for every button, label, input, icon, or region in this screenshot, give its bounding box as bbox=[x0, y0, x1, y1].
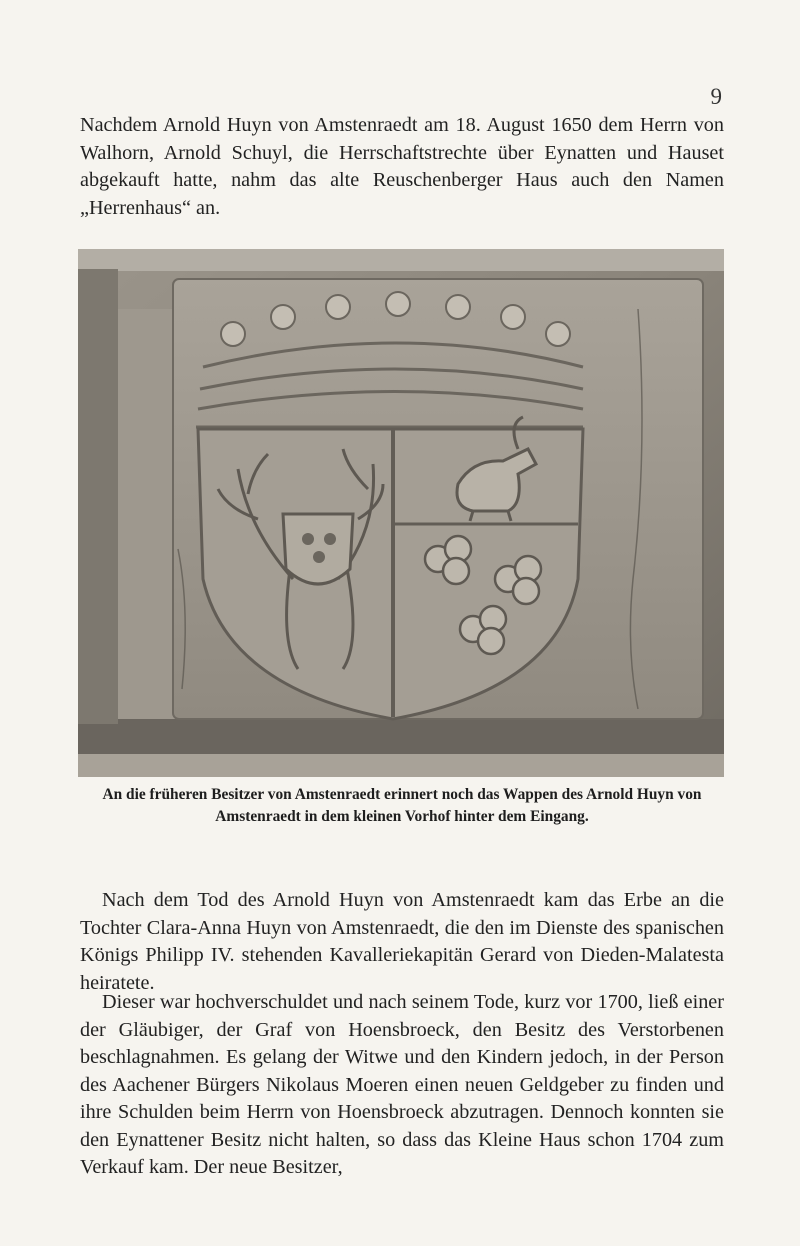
paragraph-herrenhaus: Nachdem Arnold Huyn von Amstenraedt am 18. August 1650 dem Herrn von Walhorn, Arnold Schuyl, die Herrschaftstrechte über Eynatten und Hauset abgekauft hatte, nahm das alte Reuschenberger Haus auch den Namen „Herrenhaus“ an. bbox=[80, 114, 724, 219]
figure-caption: An die früheren Besitzer von Amstenraedt erinnert noch das Wappen des Arnold Huyn von Amstenraedt in dem kleinen Vorhof hinter dem Eingang. bbox=[102, 786, 702, 825]
coat-of-arms-relief-image bbox=[78, 249, 724, 777]
coat-of-arms-photo bbox=[78, 249, 724, 777]
page-number: 9 bbox=[710, 84, 722, 109]
paragraph-verschuldung: Dieser war hochverschuldet und nach seinem Tode, kurz vor 1700, ließ einer der Gläubiger, der Graf von Hoensbroeck, den Besitz des Verstorbenen beschlagnahmen. Es gelang der Witwe und den Kindern jedoch, in der Person des Aachener Bürgers Nikolaus Moeren einen neuen Geldgeber zu finden und ihre Schulden beim Herrn von Hoensbroeck abzutragen. Dennoch konnten sie den Eynattener Besitz nicht halten, so dass das Kleine Haus schon 1704 zum Verkauf kam. Der neue Besitzer, bbox=[80, 991, 724, 1178]
paragraph-erbe: Nach dem Tod des Arnold Huyn von Amstenraedt kam das Erbe an die Tochter Clara-Anna Huyn von Amstenraedt, die den im Dienste des spanischen Königs Philipp IV. stehenden Kavalleriekapitän Gerard von Dieden-Malatesta heiratete. bbox=[80, 889, 724, 994]
